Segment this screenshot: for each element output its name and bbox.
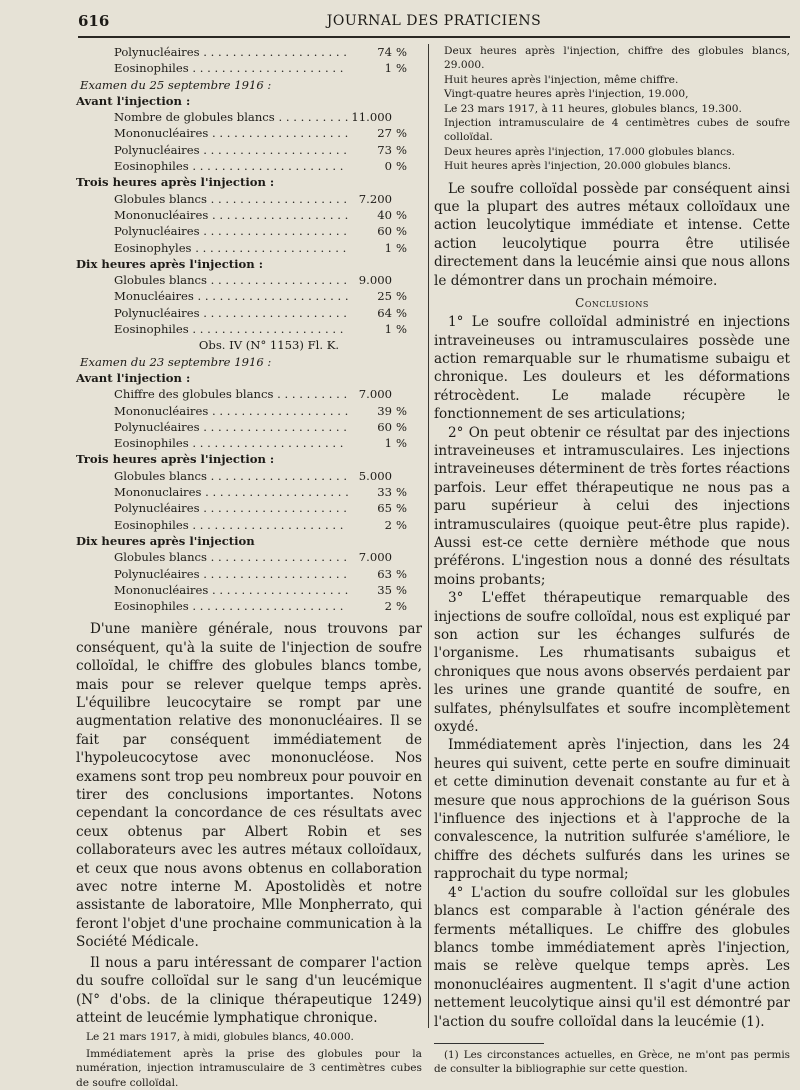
page-header [78, 10, 790, 38]
row-value: 74 [377, 45, 392, 59]
row-unit: % [396, 403, 408, 418]
row-value: 65 [377, 501, 392, 516]
row-label: Polynucléaires . . . [114, 566, 348, 582]
row-label: Polynucléaires . . . [114, 305, 348, 321]
table-row [76, 288, 422, 304]
row-label: Mononucléaires . . . [114, 125, 348, 141]
conclusion-3: 3° L'effet thérapeutique remarquable des injections de soufre colloïdal, nous est expliqué par son action sur les échanges sulfurés de l'organisme. Les rhumatisants subaigus et chroniques que nous avons observés perdaient par les urines une grande quantité de soufre, en sulfates, phénylsulfates et soufre incomplètement oxydé. [434, 590, 790, 736]
row-value: 1 [384, 61, 392, 76]
row-label: Mononucléaires . . . [114, 207, 348, 223]
row-unit: % [396, 436, 408, 451]
row-label: Eosinophiles . . . [114, 158, 348, 174]
table-block [76, 44, 422, 77]
row-label: Polynucléaires . . . [114, 419, 348, 435]
left-column [76, 44, 422, 1090]
row-unit: % [396, 61, 408, 76]
row-value: 60 [377, 419, 392, 434]
row-unit: % [396, 419, 408, 434]
row-label: Eosinophyles . . . [114, 240, 348, 256]
row-unit: % [396, 240, 408, 255]
conclusion-2: 2° On peut obtenir ce résultat par des injections intraveineuses et intramusculaires. Les injections intraveineuses déterminent de très fortes réactions parfois. Leur effet thérapeutique ne nous pas a paru supérieur à celui des injections intramusculaires (quoique peut-être plus rapide). Aussi est-ce cette dernière méthode que nous préférons. L'ingestion nous a donné des résultats moins probants; [434, 424, 790, 588]
case-note: Immédiatement après la prise des globules pour la numération, injection intramusculaire de 3 centimètres cubes de soufre colloïdal. [76, 1047, 422, 1089]
journal-title: JOURNAL DES PRATICIENS [326, 13, 542, 29]
table-row [76, 223, 422, 239]
row-value: 39 [377, 403, 392, 418]
row-value: 7.200 [358, 191, 392, 206]
page-number: 616 [78, 12, 110, 30]
conclusion-4: 4° L'action du soufre colloïdal sur les globules blancs est comparable à l'action générale des ferments métalliques. Le chiffre des globules blancs tombe immédiatement après l'injection, mais se relève quelque temps après. Les mononucléaires augmentent. Il s'agit d'une action nettement leucolytique ainsi qu'il est démontré par l'action du soufre colloïdal dans la leucémie (1). [434, 884, 790, 1030]
row-unit: % [396, 501, 408, 516]
row-label: Mononucléaires . . . [114, 403, 348, 419]
row-value: 40 [377, 207, 392, 222]
case-notes [434, 44, 790, 174]
table-block [76, 549, 422, 614]
section-label: Dix heures après l'injection [76, 533, 255, 548]
row-label: Globules blancs . . . [114, 191, 348, 207]
conclusions-heading: Conclusions [575, 296, 649, 311]
case-note-line: Injection intramusculaire de 4 centimètres cubes de soufre colloïdal. [444, 117, 790, 144]
row-label: Polynucléaires . . . [114, 223, 348, 239]
table-row [76, 125, 422, 141]
table-row [76, 386, 422, 402]
row-value: 64 [377, 305, 392, 320]
table-row [76, 44, 422, 60]
table-row [76, 435, 422, 451]
row-label: Mononucléaires . . . [114, 582, 348, 598]
row-unit: % [396, 159, 408, 174]
row-label: Eosinophiles . . . [114, 435, 348, 451]
row-value: 63 [377, 566, 392, 581]
row-value: 35 [377, 582, 392, 597]
row-unit: % [396, 126, 408, 141]
table-row [76, 142, 422, 158]
section-label: Avant l'injection : [76, 93, 191, 108]
case-note-line: Vingt-quatre heures après l'injection, 19.000, [444, 88, 689, 101]
section-label: Avant l'injection : [76, 370, 191, 385]
table-row [76, 272, 422, 288]
section-label: Dix heures après l'injection : [76, 256, 264, 271]
row-value: 5.000 [358, 468, 392, 483]
case-note-line: Huit heures après l'injection, même chiffre. [444, 73, 679, 86]
body-paragraph: Le soufre colloïdal possède par conséquent ainsi que la plupart des autres métaux colloïdaux une action leucolytique immédiate et intense. Cette action leucolytique pourra être utilisée directement dans la leucémie ainsi que nous allons le démontrer dans un prochain mémoire. [434, 180, 790, 289]
conclusion-3-continued: Immédiatement après l'injection, dans les 24 heures qui suivent, cette perte en soufre diminuait et cette diminution devenait constante au fur et à mesure que nous approchions de la guérison Sous l'influence des injections et à l'approche de la convalescence, la nutrition sulfurée s'améliore, le chiffre des déchets sulfurés dans les urines se rapprochait du type normal; [434, 737, 790, 883]
case-note: Le 21 mars 1917, à midi, globules blancs, 40.000. [86, 1031, 354, 1044]
row-unit: % [396, 566, 408, 581]
row-value: 2 [384, 517, 392, 532]
row-value: 25 [377, 289, 392, 304]
row-unit: % [396, 517, 408, 532]
row-unit [392, 386, 422, 402]
table-block [76, 386, 422, 451]
conclusion-1: 1° Le soufre colloïdal administré en injections intraveineuses ou intramusculaires possède une action remarquable sur le rhumatisme subaigu et chronique. Les douleurs et les déformations rétrocèdent. Le malade récupère le fonctionnement de ses articulations; [434, 314, 790, 423]
table-row [76, 207, 422, 223]
table-row [76, 60, 422, 76]
table-row [76, 109, 422, 125]
table-row [76, 321, 422, 337]
body-paragraph: Il nous a paru intéressant de comparer l'action du soufre colloïdal sur le sang d'un leucémique (N° d'obs. de la clinique thérapeutique 1249) atteint de leucémie lymphatique chronique. [76, 954, 422, 1026]
table-row [76, 582, 422, 598]
row-unit [392, 109, 422, 125]
row-label: Chiffre des globules blancs . . . [114, 386, 348, 402]
row-label: Nombre de globules blancs . . . [114, 109, 348, 125]
row-value: 60 [377, 224, 392, 239]
row-unit: % [396, 582, 408, 597]
column-divider [428, 44, 429, 1028]
table-row [76, 549, 422, 565]
table-row [76, 598, 422, 614]
row-value: 33 [377, 485, 392, 500]
table-row [76, 468, 422, 484]
row-value: 2 [384, 599, 392, 614]
row-unit [392, 191, 422, 207]
row-value: 7.000 [358, 387, 392, 402]
row-unit: % [396, 45, 408, 59]
row-unit: % [396, 289, 408, 304]
body-paragraph: D'une manière générale, nous trouvons par conséquent, qu'à la suite de l'injection de soufre colloïdal, le chiffre des globules blancs tombe, mais pour se relever quelque temps après. L'équilibre leucocytaire se rompt par une augmentation relative des mononucléaires. Il se fait par conséquent immédiatement de l'hypoleucocytose avec mononucléose. Nos examens sont trop peu nombreux pour pouvoir en tirer des conclusions importantes. Notons cependant la concordance de ces résultats avec ceux obtenus par Albert Robin et ses collaborateurs avec les autres métaux colloïdaux, et ceux que nous avons obtenus en collaboration avec notre interne M. Apostolidès et notre assistante de laboratoire, Mlle Monpherrato, qui feront l'objet d'une prochaine communication à la Société Médicale. [76, 621, 422, 951]
case-note-line: Huit heures après l'injection, 20.000 globules blancs. [444, 160, 732, 173]
row-label: Polynucléaires . . . [114, 142, 348, 158]
row-unit: % [396, 599, 408, 614]
case-note-line: Deux heures après l'injection, chiffre des globules blancs, 29.000. [444, 45, 790, 72]
table-row [76, 484, 422, 500]
table-row [76, 403, 422, 419]
row-label: Polynucléaires . . . [114, 500, 348, 516]
row-unit: % [396, 322, 408, 337]
row-value: 1 [384, 240, 392, 255]
table-row [76, 191, 422, 207]
row-label: Eosinophiles . . . [114, 321, 348, 337]
row-label: Polynucléaires . . . [114, 44, 348, 60]
row-value: 73 [377, 142, 392, 157]
row-unit: % [396, 224, 408, 239]
row-value: 7.000 [358, 550, 392, 565]
table-row [76, 158, 422, 174]
footnote-rule [434, 1043, 544, 1044]
row-value: 9.000 [358, 273, 392, 288]
row-value: 0 [384, 159, 392, 174]
row-unit [392, 549, 422, 565]
observation-label: Obs. IV (N° 1153) Fl. K. [198, 338, 340, 353]
table-block [76, 191, 422, 256]
section-label: Trois heures après l'injection : [76, 452, 275, 467]
row-label: Eosinophiles . . . [114, 517, 348, 533]
row-label: Mononuclaires . . . [114, 484, 348, 500]
row-value: 11.000 [351, 110, 392, 125]
exam-heading: Examen du 23 septembre 1916 : [80, 354, 272, 369]
table-row [76, 517, 422, 533]
row-label: Globules blancs . . . [114, 468, 348, 484]
exam-heading: Examen du 25 septembre 1916 : [80, 77, 272, 92]
table-row [76, 566, 422, 582]
section-label: Trois heures après l'injection : [76, 175, 275, 190]
row-unit [392, 272, 422, 288]
row-label: Globules blancs . . . [114, 549, 348, 565]
table-block [76, 272, 422, 337]
footnote: (1) Les circonstances actuelles, en Grèce, ne m'ont pas permis de consulter la bibliographie sur cette question. [434, 1048, 790, 1075]
row-unit: % [396, 207, 408, 222]
table-row [76, 419, 422, 435]
table-row [76, 500, 422, 516]
case-note-line: Deux heures après l'injection, 17.000 globules blancs. [444, 145, 735, 158]
row-unit: % [396, 305, 408, 320]
table-block [76, 109, 422, 174]
table-row [76, 305, 422, 321]
right-column [434, 44, 790, 1076]
row-label: Globules blancs . . . [114, 272, 348, 288]
row-label: Eosinophiles . . . [114, 60, 348, 76]
row-unit: % [396, 485, 408, 500]
row-label: Eosinophiles . . . [114, 598, 348, 614]
row-value: 1 [384, 436, 392, 451]
row-unit [392, 468, 422, 484]
row-unit: % [396, 142, 408, 157]
table-block [76, 468, 422, 533]
row-value: 27 [377, 126, 392, 141]
row-value: 1 [384, 322, 392, 337]
case-note-line: Le 23 mars 1917, à 11 heures, globules blancs, 19.300. [444, 102, 742, 115]
row-label: Monucléaires . . . [114, 288, 348, 304]
table-row [76, 240, 422, 256]
